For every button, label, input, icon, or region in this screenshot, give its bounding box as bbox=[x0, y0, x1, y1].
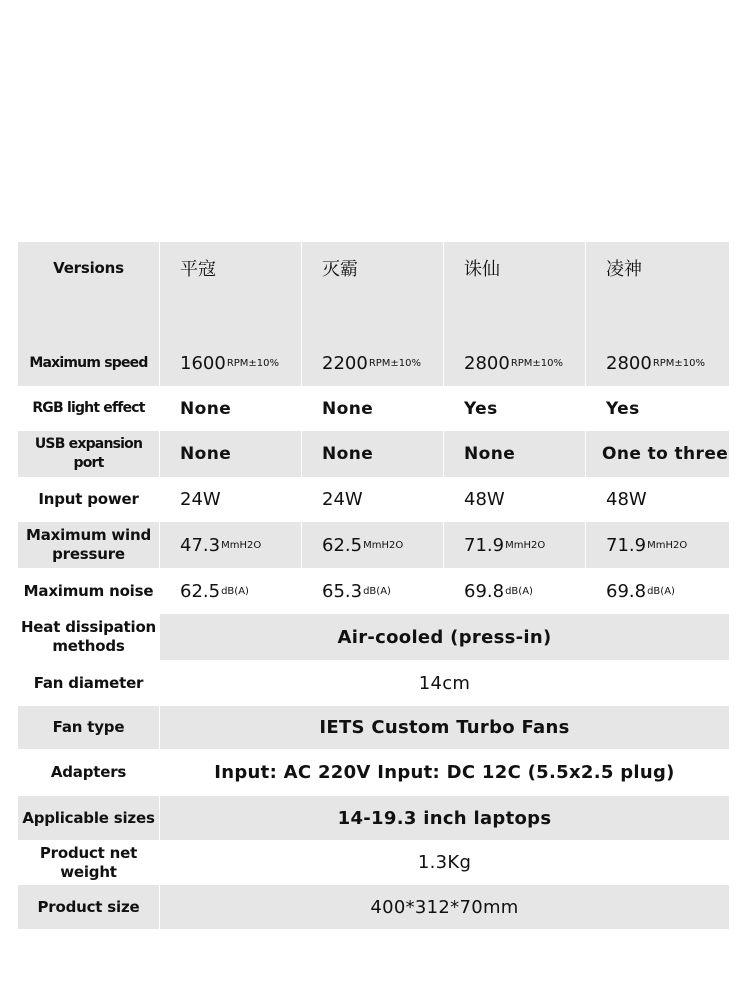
merged-value-fan-diameter: 14cm bbox=[160, 660, 730, 706]
value-cell: 24W bbox=[302, 477, 444, 522]
row-label-rgb-light-effect: RGB light effect bbox=[18, 386, 160, 431]
row-label-usb-expansion-port: USB expansion port bbox=[18, 431, 160, 477]
value-cell: 47.3 MmH2O bbox=[160, 522, 302, 568]
row-label-adapters: Adapters bbox=[18, 749, 160, 796]
row-label-maximum-wind-pressure: Maximum wind pressure bbox=[18, 522, 160, 568]
spacer-cell bbox=[444, 294, 586, 340]
value-cell: 65.3 dB(A) bbox=[302, 568, 444, 614]
model-name-2: 灭霸 bbox=[302, 242, 444, 294]
model-name-3: 诛仙 bbox=[444, 242, 586, 294]
value-cell: 71.9 MmH2O bbox=[444, 522, 586, 568]
row-label-applicable-sizes: Applicable sizes bbox=[18, 796, 160, 840]
value-cell: None bbox=[160, 431, 302, 477]
row-label-heat-dissipation-methods: Heat dissipation methods bbox=[18, 614, 160, 660]
model-name-1: 平寇 bbox=[160, 242, 302, 294]
value-cell: 69.8 dB(A) bbox=[586, 568, 730, 614]
value-cell: One to three bbox=[586, 431, 730, 477]
value-cell: 48W bbox=[444, 477, 586, 522]
value-cell: 1600 RPM±10% bbox=[160, 340, 302, 386]
row-label-product-size: Product size bbox=[18, 885, 160, 929]
value-cell: 48W bbox=[586, 477, 730, 522]
model-name-4: 凌神 bbox=[586, 242, 730, 294]
row-label-fan-type: Fan type bbox=[18, 706, 160, 749]
merged-value-applicable-sizes: 14-19.3 inch laptops bbox=[160, 796, 730, 840]
spacer-cell bbox=[302, 294, 444, 340]
value-cell: None bbox=[302, 386, 444, 431]
value-cell: Yes bbox=[444, 386, 586, 431]
value-cell: None bbox=[302, 431, 444, 477]
merged-value-heat-dissipation: Air-cooled (press-in) bbox=[160, 614, 730, 660]
merged-value-adapters: Input: AC 220V Input: DC 12C (5.5x2.5 plug) bbox=[160, 749, 730, 796]
row-label-maximum-speed: Maximum speed bbox=[18, 340, 160, 386]
value-cell: 2800 RPM±10% bbox=[586, 340, 730, 386]
row-label-fan-diameter: Fan diameter bbox=[18, 660, 160, 706]
value-cell: 2800 RPM±10% bbox=[444, 340, 586, 386]
spacer-cell bbox=[160, 294, 302, 340]
merged-value-product-size: 400*312*70mm bbox=[160, 885, 730, 929]
merged-value-product-net-weight: 1.3Kg bbox=[160, 840, 730, 885]
spacer-cell bbox=[586, 294, 730, 340]
value-cell: 24W bbox=[160, 477, 302, 522]
value-cell: 62.5 MmH2O bbox=[302, 522, 444, 568]
value-cell: 69.8 dB(A) bbox=[444, 568, 586, 614]
value-cell: None bbox=[444, 431, 586, 477]
row-label-product-net-weight: Product net weight bbox=[18, 840, 160, 885]
spacer-cell bbox=[18, 294, 160, 340]
header-versions-label: Versions bbox=[18, 242, 160, 294]
row-label-input-power: Input power bbox=[18, 477, 160, 522]
row-label-maximum-noise: Maximum noise bbox=[18, 568, 160, 614]
value-cell: 62.5 dB(A) bbox=[160, 568, 302, 614]
value-cell: 71.9 MmH2O bbox=[586, 522, 730, 568]
spec-table bbox=[18, 242, 730, 975]
value-cell: Yes bbox=[586, 386, 730, 431]
merged-value-fan-type: IETS Custom Turbo Fans bbox=[160, 706, 730, 749]
value-cell: None bbox=[160, 386, 302, 431]
value-cell: 2200 RPM±10% bbox=[302, 340, 444, 386]
